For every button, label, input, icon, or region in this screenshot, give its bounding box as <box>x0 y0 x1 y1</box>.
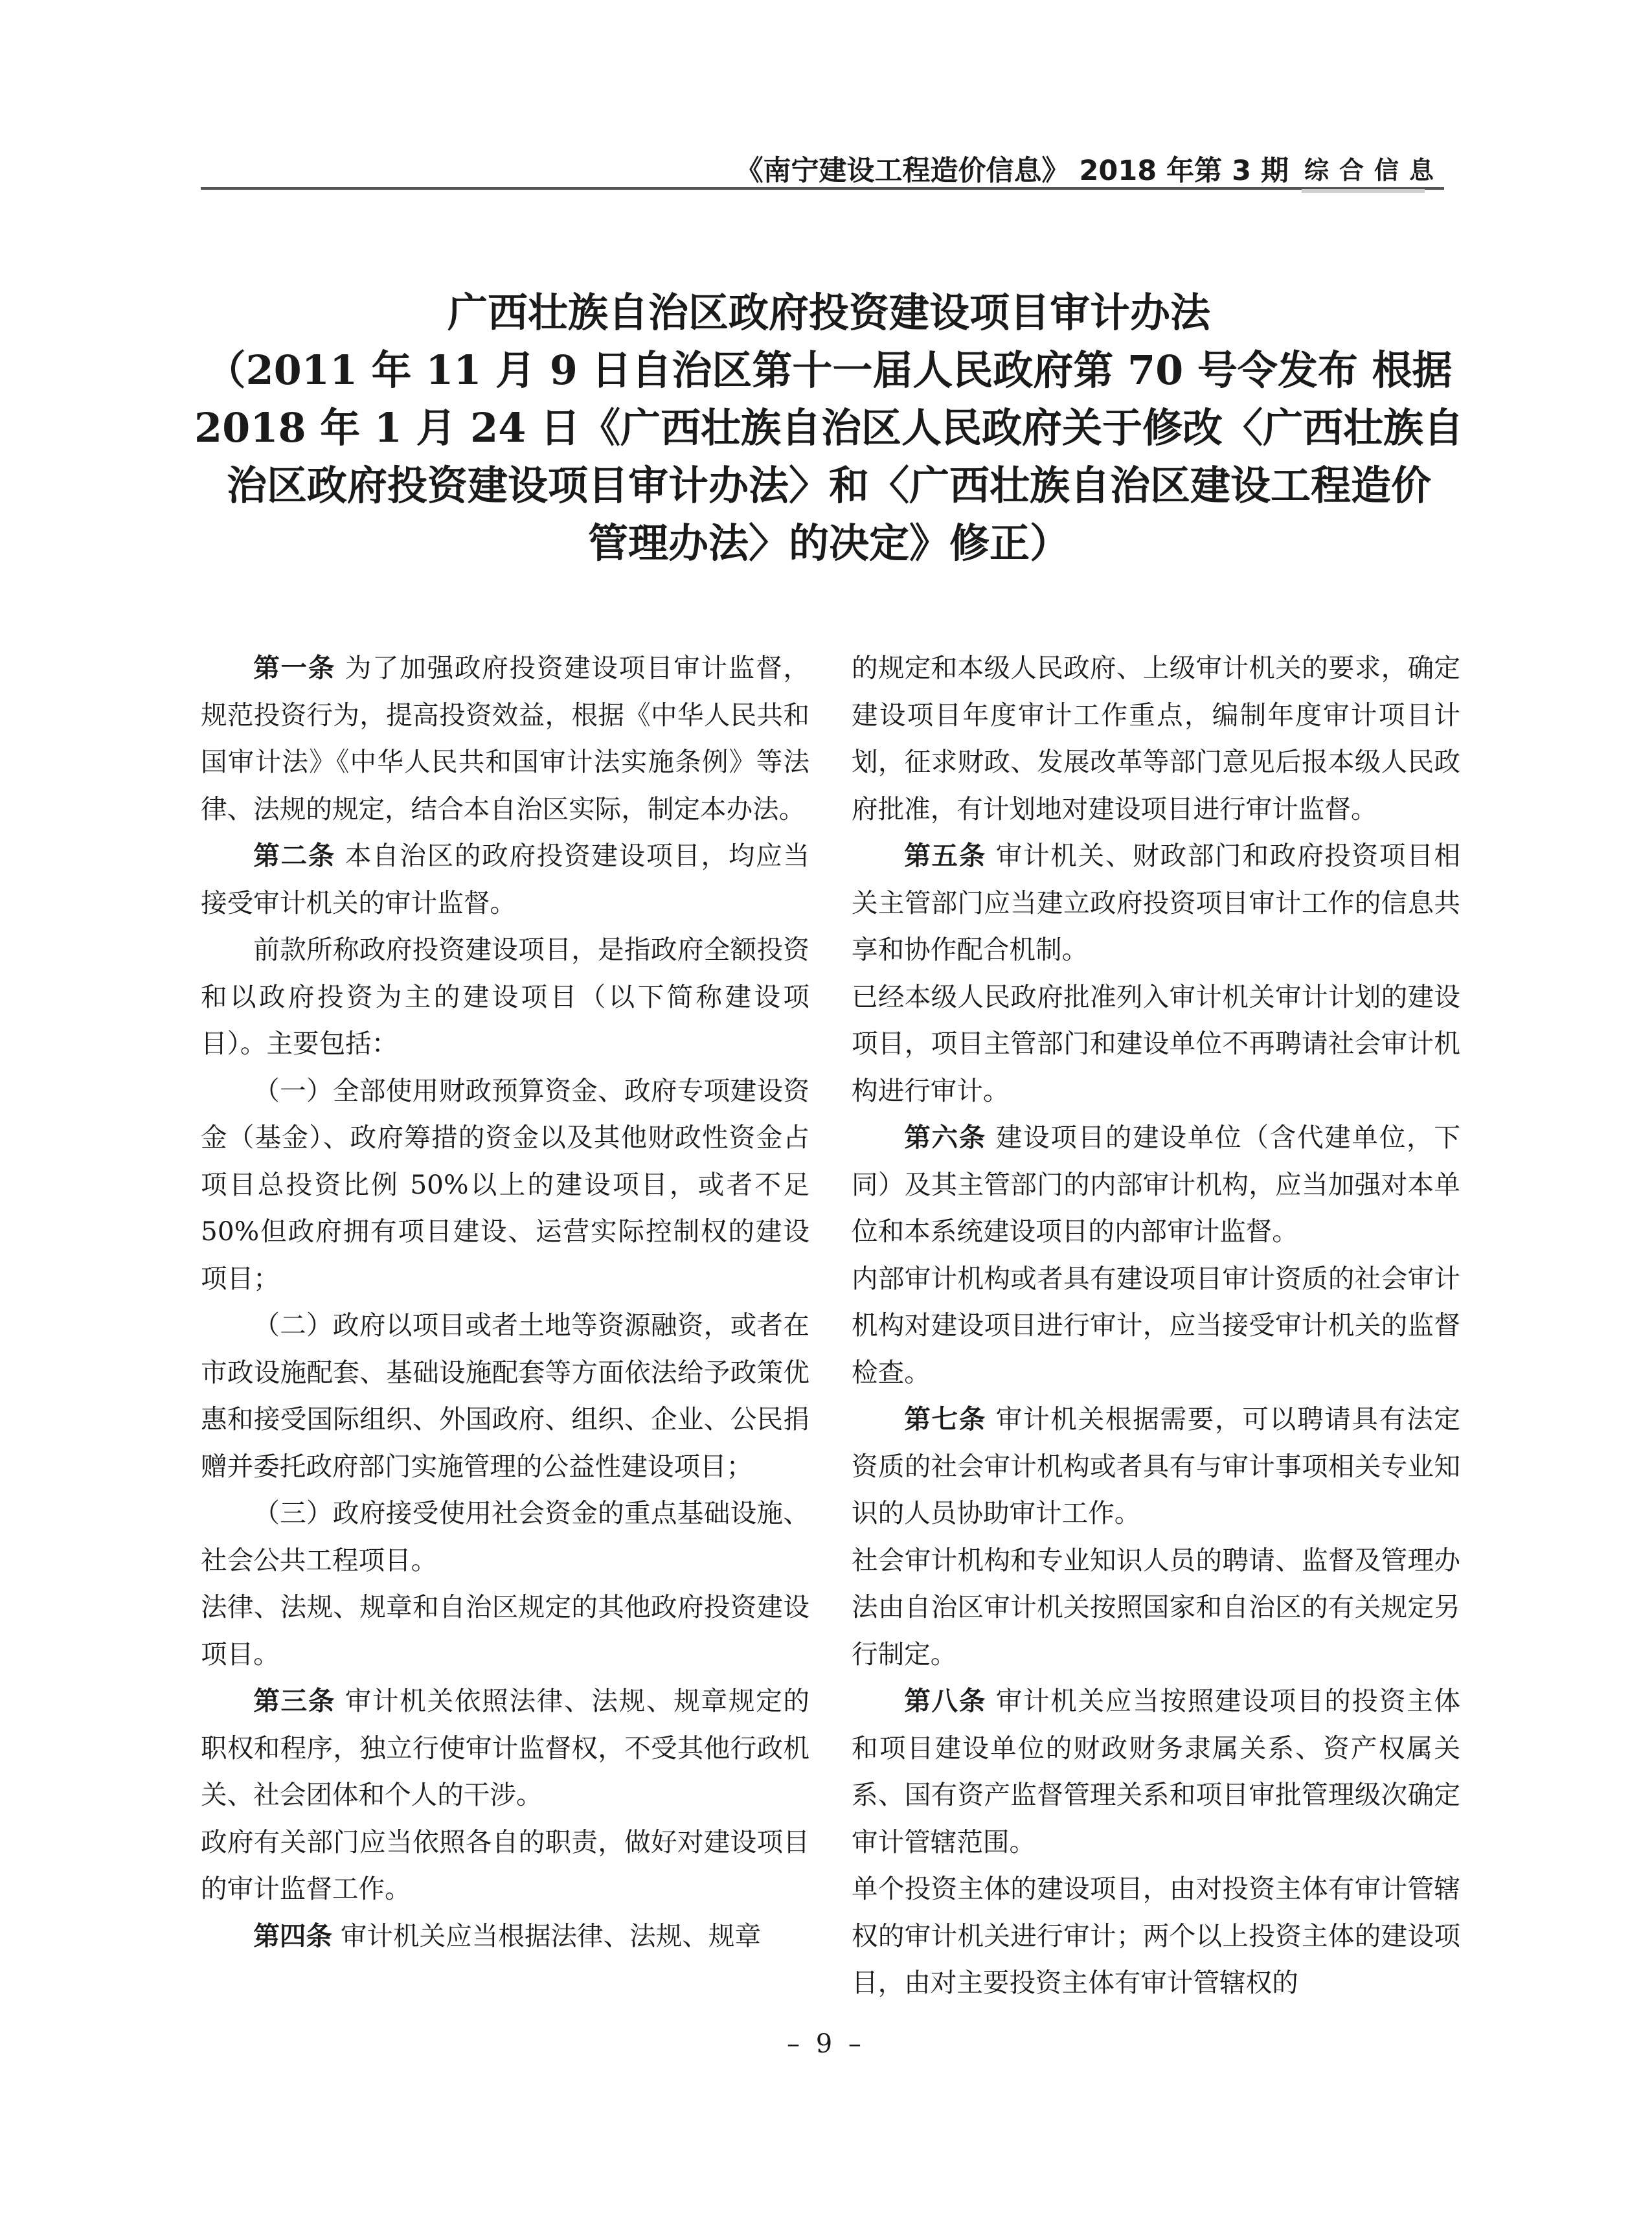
paragraph-text: 审计机关依照法律、法规、规章规定的职权和程序，独立行使审计监督权，不受其他行政机关、社会团体和个人的干涉。 <box>201 1685 809 1810</box>
paragraph <box>201 1677 809 1819</box>
header-rule <box>201 187 1444 190</box>
paragraph <box>201 1819 809 1913</box>
paragraph <box>852 1114 1460 1255</box>
left-column <box>201 644 809 1959</box>
paragraph-text: 本自治区的政府投资建设项目，均应当接受审计机关的审计监督。 <box>201 840 809 918</box>
paragraph-text: 前款所称政府投资建设项目，是指政府全额投资和以政府投资为主的建设项目（以下简称建设项目）。主要包括： <box>201 934 809 1059</box>
paragraph-text: 单个投资主体的建设项目，由对投资主体有审计管辖权的审计机关进行审计；两个以上投资主体的建设项目，由对主要投资主体有审计管辖权的 <box>852 1873 1460 1998</box>
title-line: 治区政府投资建设项目审计办法〉和〈广西壮族自治区建设工程造价 <box>226 462 1431 509</box>
paragraph <box>201 926 809 1067</box>
running-header <box>201 0 1444 192</box>
article-number: 第五条 <box>904 840 987 871</box>
document-title <box>194 284 1464 572</box>
paragraph-text: 的规定和本级人民政府、上级审计机关的要求，确定建设项目年度审计工作重点，编制年度审计项目计划，征求财政、发展改革等部门意见后报本级人民政府批准，有计划地对建设项目进行审计监督。 <box>852 652 1460 824</box>
title-line: 2018 年 1 月 24 日《广西壮族自治区人民政府关于修改〈广西壮族自 <box>194 404 1464 451</box>
paragraph-text: 内部审计机构或者具有建设项目审计资质的社会审计机构对建设项目进行审计，应当接受审计机关的监督检查。 <box>852 1262 1460 1388</box>
paragraph <box>201 832 809 926</box>
paragraph-text: 为了加强政府投资建设项目审计监督，规范投资行为，提高投资效益，根据《中华人民共和国审计法》《中华人民共和国审计法实施条例》等法律、法规的规定，结合本自治区实际，制定本办法。 <box>201 652 809 824</box>
article-number: 第七条 <box>904 1403 987 1435</box>
title-line: （2011 年 11 月 9 日自治区第十一届人民政府第 70 号令发布 根据 <box>205 346 1453 394</box>
paragraph <box>852 1677 1460 1865</box>
paragraph <box>852 1537 1460 1678</box>
paragraph-text: 审计机关根据需要，可以聘请具有法定资质的社会审计机构或者具有与审计事项相关专业知识的人员协助审计工作。 <box>852 1403 1460 1528</box>
page-number: – 9 – <box>787 2029 865 2059</box>
title-line: 广西壮族自治区政府投资建设项目审计办法 <box>447 289 1210 336</box>
paragraph-text: 社会审计机构和专业知识人员的聘请、监督及管理办法由自治区审计机关按照国家和自治区的有关规定另行制定。 <box>852 1544 1460 1670</box>
article-number: 第四条 <box>253 1920 332 1951</box>
paragraph-text: 审计机关应当按照建设项目的投资主体和项目建设单位的财政财务隶属关系、资产权属关系、国有资产监督管理关系和项目审批管理级次确定审计管辖范围。 <box>852 1685 1460 1857</box>
paragraph-text: 审计机关应当根据法律、法规、规章 <box>332 1920 762 1951</box>
paragraph-text: （二）政府以项目或者土地等资源融资，或者在市政设施配套、基础设施配套等方面依法给予政策优惠和接受国际组织、外国政府、组织、企业、公民捐赠并委托政府部门实施管理的公益性建设项目； <box>201 1310 809 1482</box>
paragraph <box>852 832 1460 973</box>
paragraph-text: （三）政府接受使用社会资金的重点基础设施、社会公共工程项目。 <box>201 1497 809 1576</box>
paragraph <box>852 1255 1460 1396</box>
article-number: 第六条 <box>904 1122 987 1153</box>
title-line: 管理办法〉的决定》修正） <box>587 519 1070 567</box>
paragraph <box>201 1067 809 1302</box>
section-label: 综合信息 <box>1304 156 1444 185</box>
header-accent-block <box>1302 189 1425 193</box>
paragraph <box>852 1396 1460 1537</box>
paragraph <box>852 644 1460 832</box>
paragraph <box>201 1913 809 1960</box>
paragraph <box>201 1302 809 1490</box>
paragraph <box>201 1490 809 1584</box>
paragraph-text: 政府有关部门应当依照各自的职责，做好对建设项目的审计监督工作。 <box>201 1826 809 1904</box>
article-number: 第二条 <box>253 840 336 871</box>
article-number: 第三条 <box>253 1685 336 1716</box>
paragraph <box>852 1865 1460 2006</box>
paragraph <box>201 1584 809 1677</box>
paragraph <box>201 644 809 832</box>
article-number: 第一条 <box>253 652 336 683</box>
paragraph-text: 已经本级人民政府批准列入审计机关审计计划的建设项目，项目主管部门和建设单位不再聘请社会审计机构进行审计。 <box>852 981 1460 1106</box>
paragraph-text: 建设项目的建设单位（含代建单位，下同）及其主管部门的内部审计机构，应当加强对本单位和本系统建设项目的内部审计监督。 <box>852 1122 1460 1247</box>
paragraph <box>852 973 1460 1115</box>
right-column <box>852 644 1460 2006</box>
paragraph-text: （一）全部使用财政预算资金、政府专项建设资金（基金）、政府筹措的资金以及其他财政性资金占项目总投资比例 50%以上的建设项目，或者不足 50%但政府拥有项目建设、运营实际控制权的建设项目； <box>201 1074 809 1294</box>
article-number: 第八条 <box>904 1685 987 1716</box>
publication-title: 《南宁建设工程造价信息》 2018 年第 3 期 <box>735 155 1289 187</box>
paragraph-text: 审计机关、财政部门和政府投资项目相关主管部门应当建立政府投资项目审计工作的信息共享和协作配合机制。 <box>852 840 1460 965</box>
paragraph-text: 法律、法规、规章和自治区规定的其他政府投资建设项目。 <box>201 1591 809 1670</box>
